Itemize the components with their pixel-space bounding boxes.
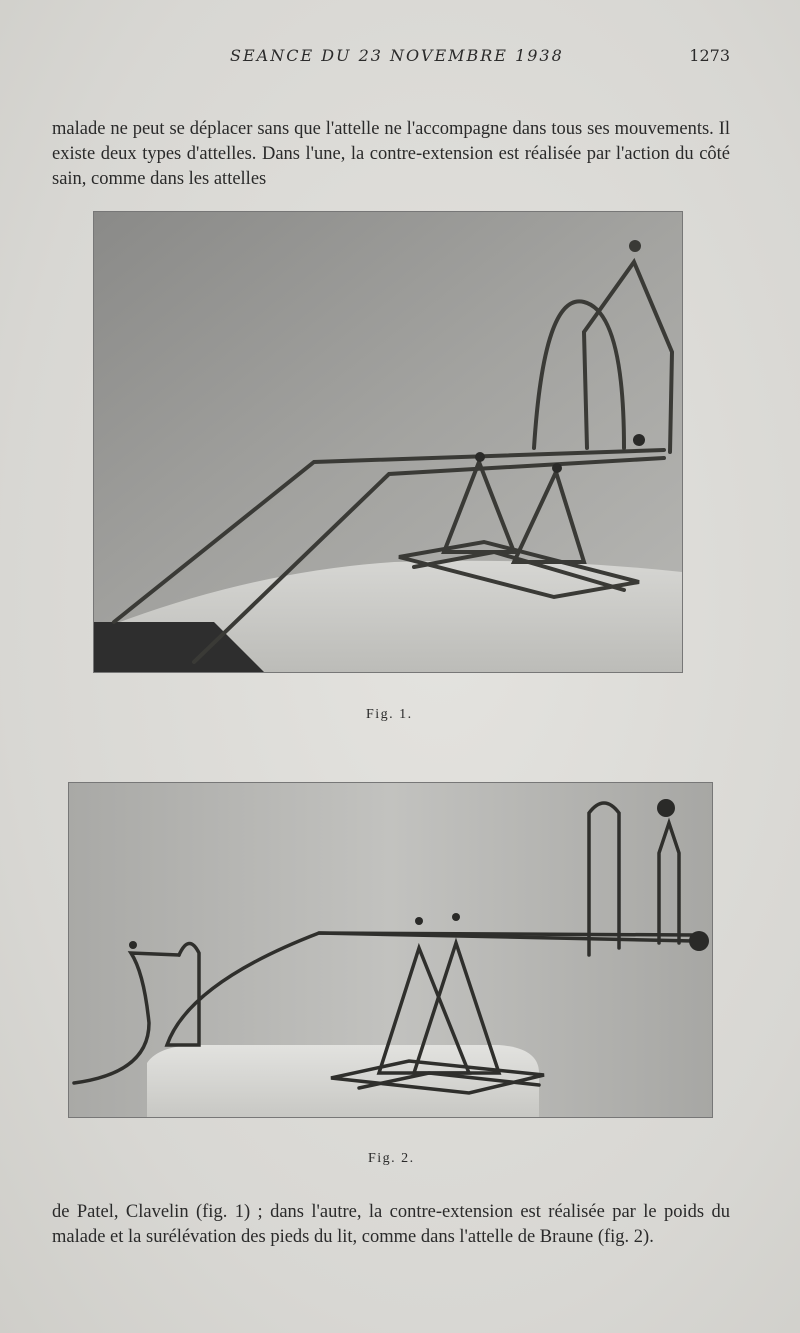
figure-1-caption: Fig. 1. bbox=[366, 707, 413, 722]
page-number: 1273 bbox=[689, 46, 730, 65]
figure-2-photo bbox=[68, 782, 713, 1118]
paragraph-top: malade ne peut se déplacer sans que l'attelle ne l'accompagne dans tous ses mouvements. Il existe deux types d'attelles. Dans l'une, la contre-extension est réalisée par l'action du côté sain, comme dans les attelles bbox=[52, 118, 730, 189]
running-head: SEANCE DU 23 NOVEMBRE 1938 bbox=[230, 46, 564, 65]
splint-photo-2 bbox=[69, 783, 712, 1117]
figure-1-photo bbox=[93, 211, 683, 673]
page-header bbox=[0, 46, 800, 70]
figure-2-caption: Fig. 2. bbox=[368, 1151, 415, 1166]
paragraph-bottom: de Patel, Clavelin (fig. 1) ; dans l'autre, la contre-extension est réalisée par le poids du malade et la surélévation des pieds du lit, comme dans l'attelle de Braune (fig. 2). bbox=[52, 1201, 730, 1247]
splint-photo-1 bbox=[94, 212, 682, 672]
